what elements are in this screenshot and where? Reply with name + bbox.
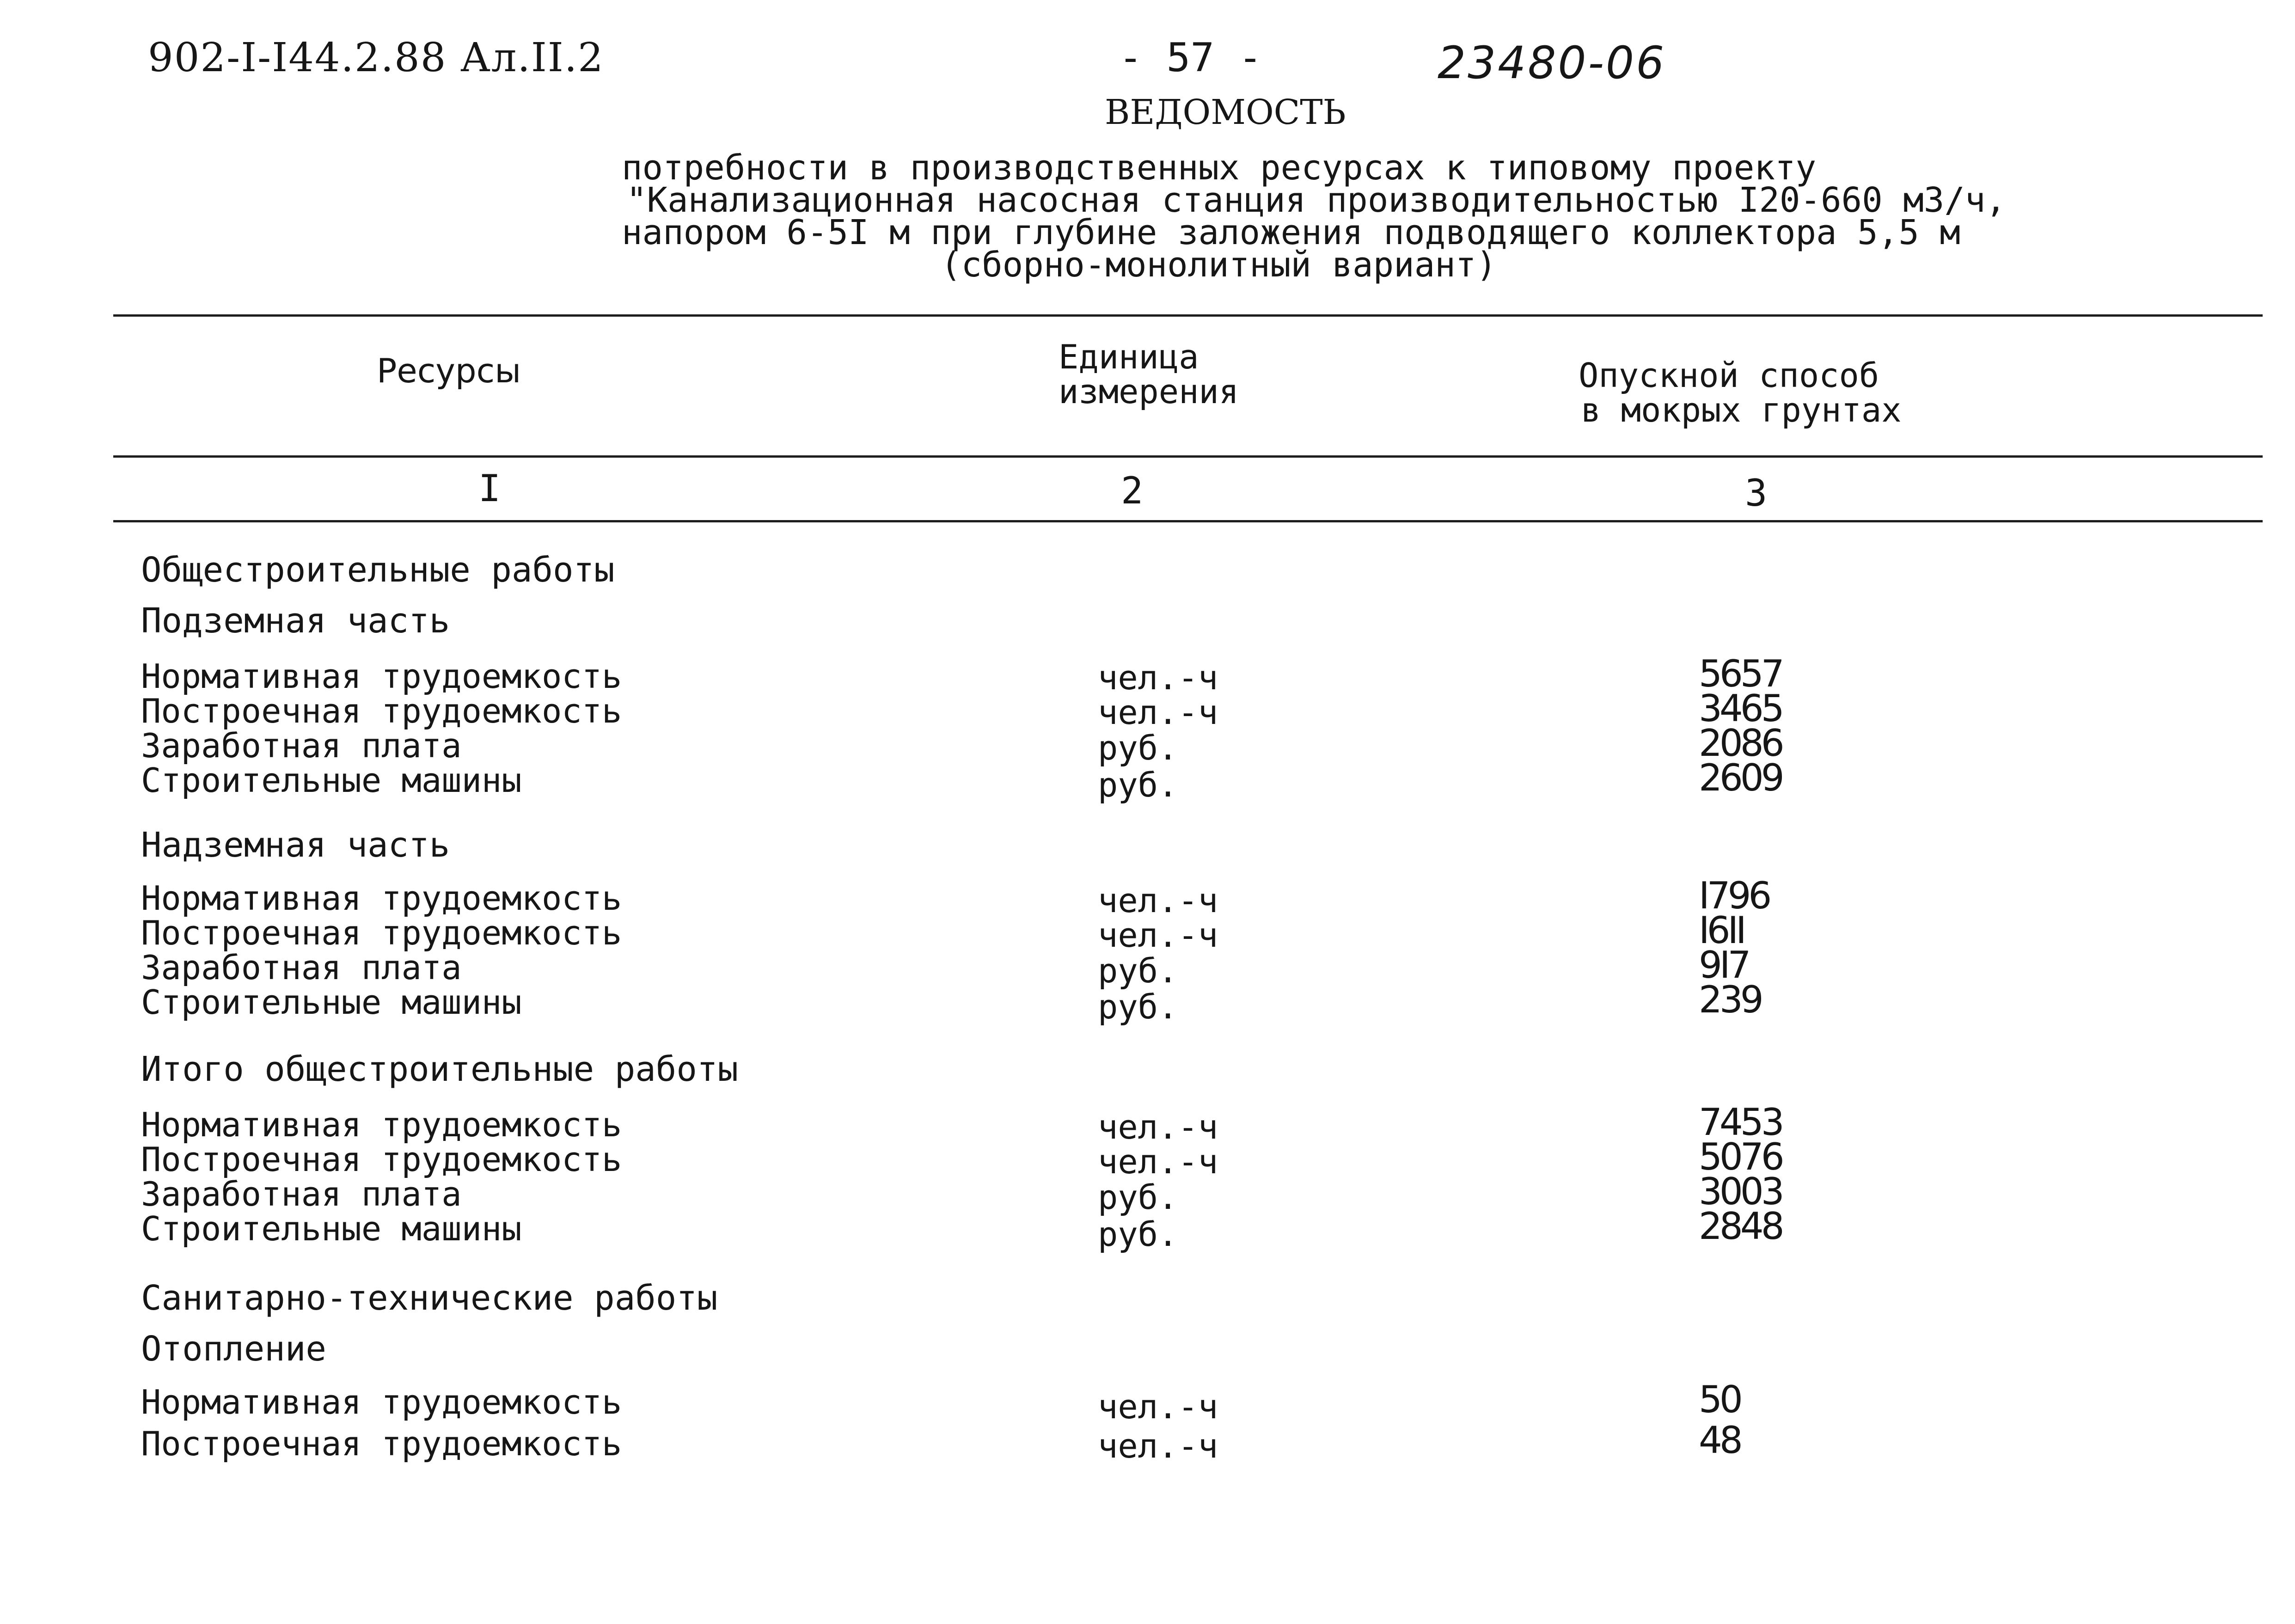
- inventory-number: 23480-06: [1438, 37, 1666, 89]
- table-row-value: 7453: [1699, 1101, 1782, 1144]
- section-title: Надземная часть: [141, 825, 450, 865]
- table-row-value: 2609: [1699, 756, 1782, 799]
- table-row-unit: чел.-ч: [1098, 1427, 1218, 1465]
- section-title: Общестроительные работы: [141, 550, 615, 590]
- table-header-rule: [113, 455, 2263, 458]
- subtitle-line: потребности в производственных ресурсах к типовому проекту: [622, 148, 1817, 188]
- section-title: Итого общестроительные работы: [141, 1049, 739, 1089]
- page-number: - 57 -: [1119, 35, 1262, 81]
- table-row-value: 5076: [1699, 1135, 1782, 1178]
- table-row-label: Нормативная трудоемкость: [141, 1383, 622, 1422]
- section-title: Подземная часть: [141, 601, 450, 641]
- table-row-unit: чел.-ч: [1098, 658, 1218, 697]
- table-row-value: 48: [1699, 1419, 1740, 1462]
- table-row-label: Построечная трудоемкость: [141, 692, 622, 730]
- subtitle-line: "Канализационная насосная станция производительностью I20-660 м3/ч,: [626, 180, 2006, 220]
- table-row-value: 239: [1699, 978, 1761, 1021]
- table-row-unit: чел.-ч: [1098, 1142, 1218, 1181]
- table-row-label: Построечная трудоемкость: [141, 913, 622, 952]
- document-title: ВЕДОМОСТЬ: [1105, 92, 1346, 132]
- table-row-label: Построечная трудоемкость: [141, 1140, 622, 1179]
- table-row-value: 9I7: [1699, 944, 1749, 987]
- table-row-unit: руб.: [1098, 729, 1178, 767]
- table-row-unit: руб.: [1098, 1178, 1178, 1217]
- subtitle-line: напором 6-5I м при глубине заложения подводящего коллектора 5,5 м: [622, 213, 1960, 252]
- table-row-unit: руб.: [1098, 987, 1178, 1026]
- table-row-unit: руб.: [1098, 766, 1178, 804]
- table-row-value: I6II: [1699, 909, 1744, 952]
- table-row-unit: чел.-ч: [1098, 1108, 1218, 1146]
- section-title: Санитарно-технические работы: [141, 1278, 718, 1318]
- table-row-label: Заработная плата: [141, 726, 462, 765]
- table-row-label: Нормативная трудоемкость: [141, 657, 622, 696]
- table-row-unit: руб.: [1098, 1215, 1178, 1254]
- table-row-unit: чел.-ч: [1098, 1387, 1218, 1426]
- column-header-resources: Ресурсы: [377, 351, 521, 390]
- table-row-value: 50: [1699, 1378, 1740, 1421]
- table-row-unit: чел.-ч: [1098, 916, 1218, 955]
- column-number: 2: [1121, 469, 1144, 512]
- table-row-value: 5657: [1699, 652, 1782, 695]
- column-header-unit: измерения: [1059, 372, 1239, 411]
- table-row-label: Заработная плата: [141, 1175, 462, 1213]
- table-row-unit: чел.-ч: [1098, 881, 1218, 920]
- table-row-value: 3003: [1699, 1170, 1782, 1213]
- table-row-label: Строительные машины: [141, 1209, 522, 1248]
- table-row-value: I796: [1699, 874, 1769, 917]
- table-row-value: 3465: [1699, 687, 1782, 730]
- table-row-label: Нормативная трудоемкость: [141, 879, 622, 918]
- table-row-label: Строительные машины: [141, 983, 522, 1022]
- table-row-unit: руб.: [1098, 951, 1178, 990]
- document-code: 902-I-I44.2.88 Ал.II.2: [148, 35, 604, 81]
- section-title: Отопление: [141, 1329, 326, 1369]
- column-header-value: в мокрых грунтах: [1581, 391, 1902, 429]
- table-row-label: Нормативная трудоемкость: [141, 1105, 622, 1144]
- table-row-label: Строительные машины: [141, 761, 522, 800]
- table-row-label: Построечная трудоемкость: [141, 1424, 622, 1463]
- column-number: I: [478, 467, 501, 510]
- table-row-unit: чел.-ч: [1098, 693, 1218, 732]
- column-header-value: Опускной способ: [1579, 356, 1879, 395]
- subtitle-line: (сборно-монолитный вариант): [941, 245, 1497, 285]
- table-top-rule: [113, 314, 2263, 317]
- table-row-value: 2848: [1699, 1205, 1782, 1248]
- table-row-value: 2086: [1699, 722, 1782, 765]
- column-header-unit: Единица: [1059, 337, 1199, 376]
- column-number: 3: [1745, 472, 1768, 515]
- table-number-rule: [113, 520, 2263, 522]
- table-row-label: Заработная плата: [141, 948, 462, 987]
